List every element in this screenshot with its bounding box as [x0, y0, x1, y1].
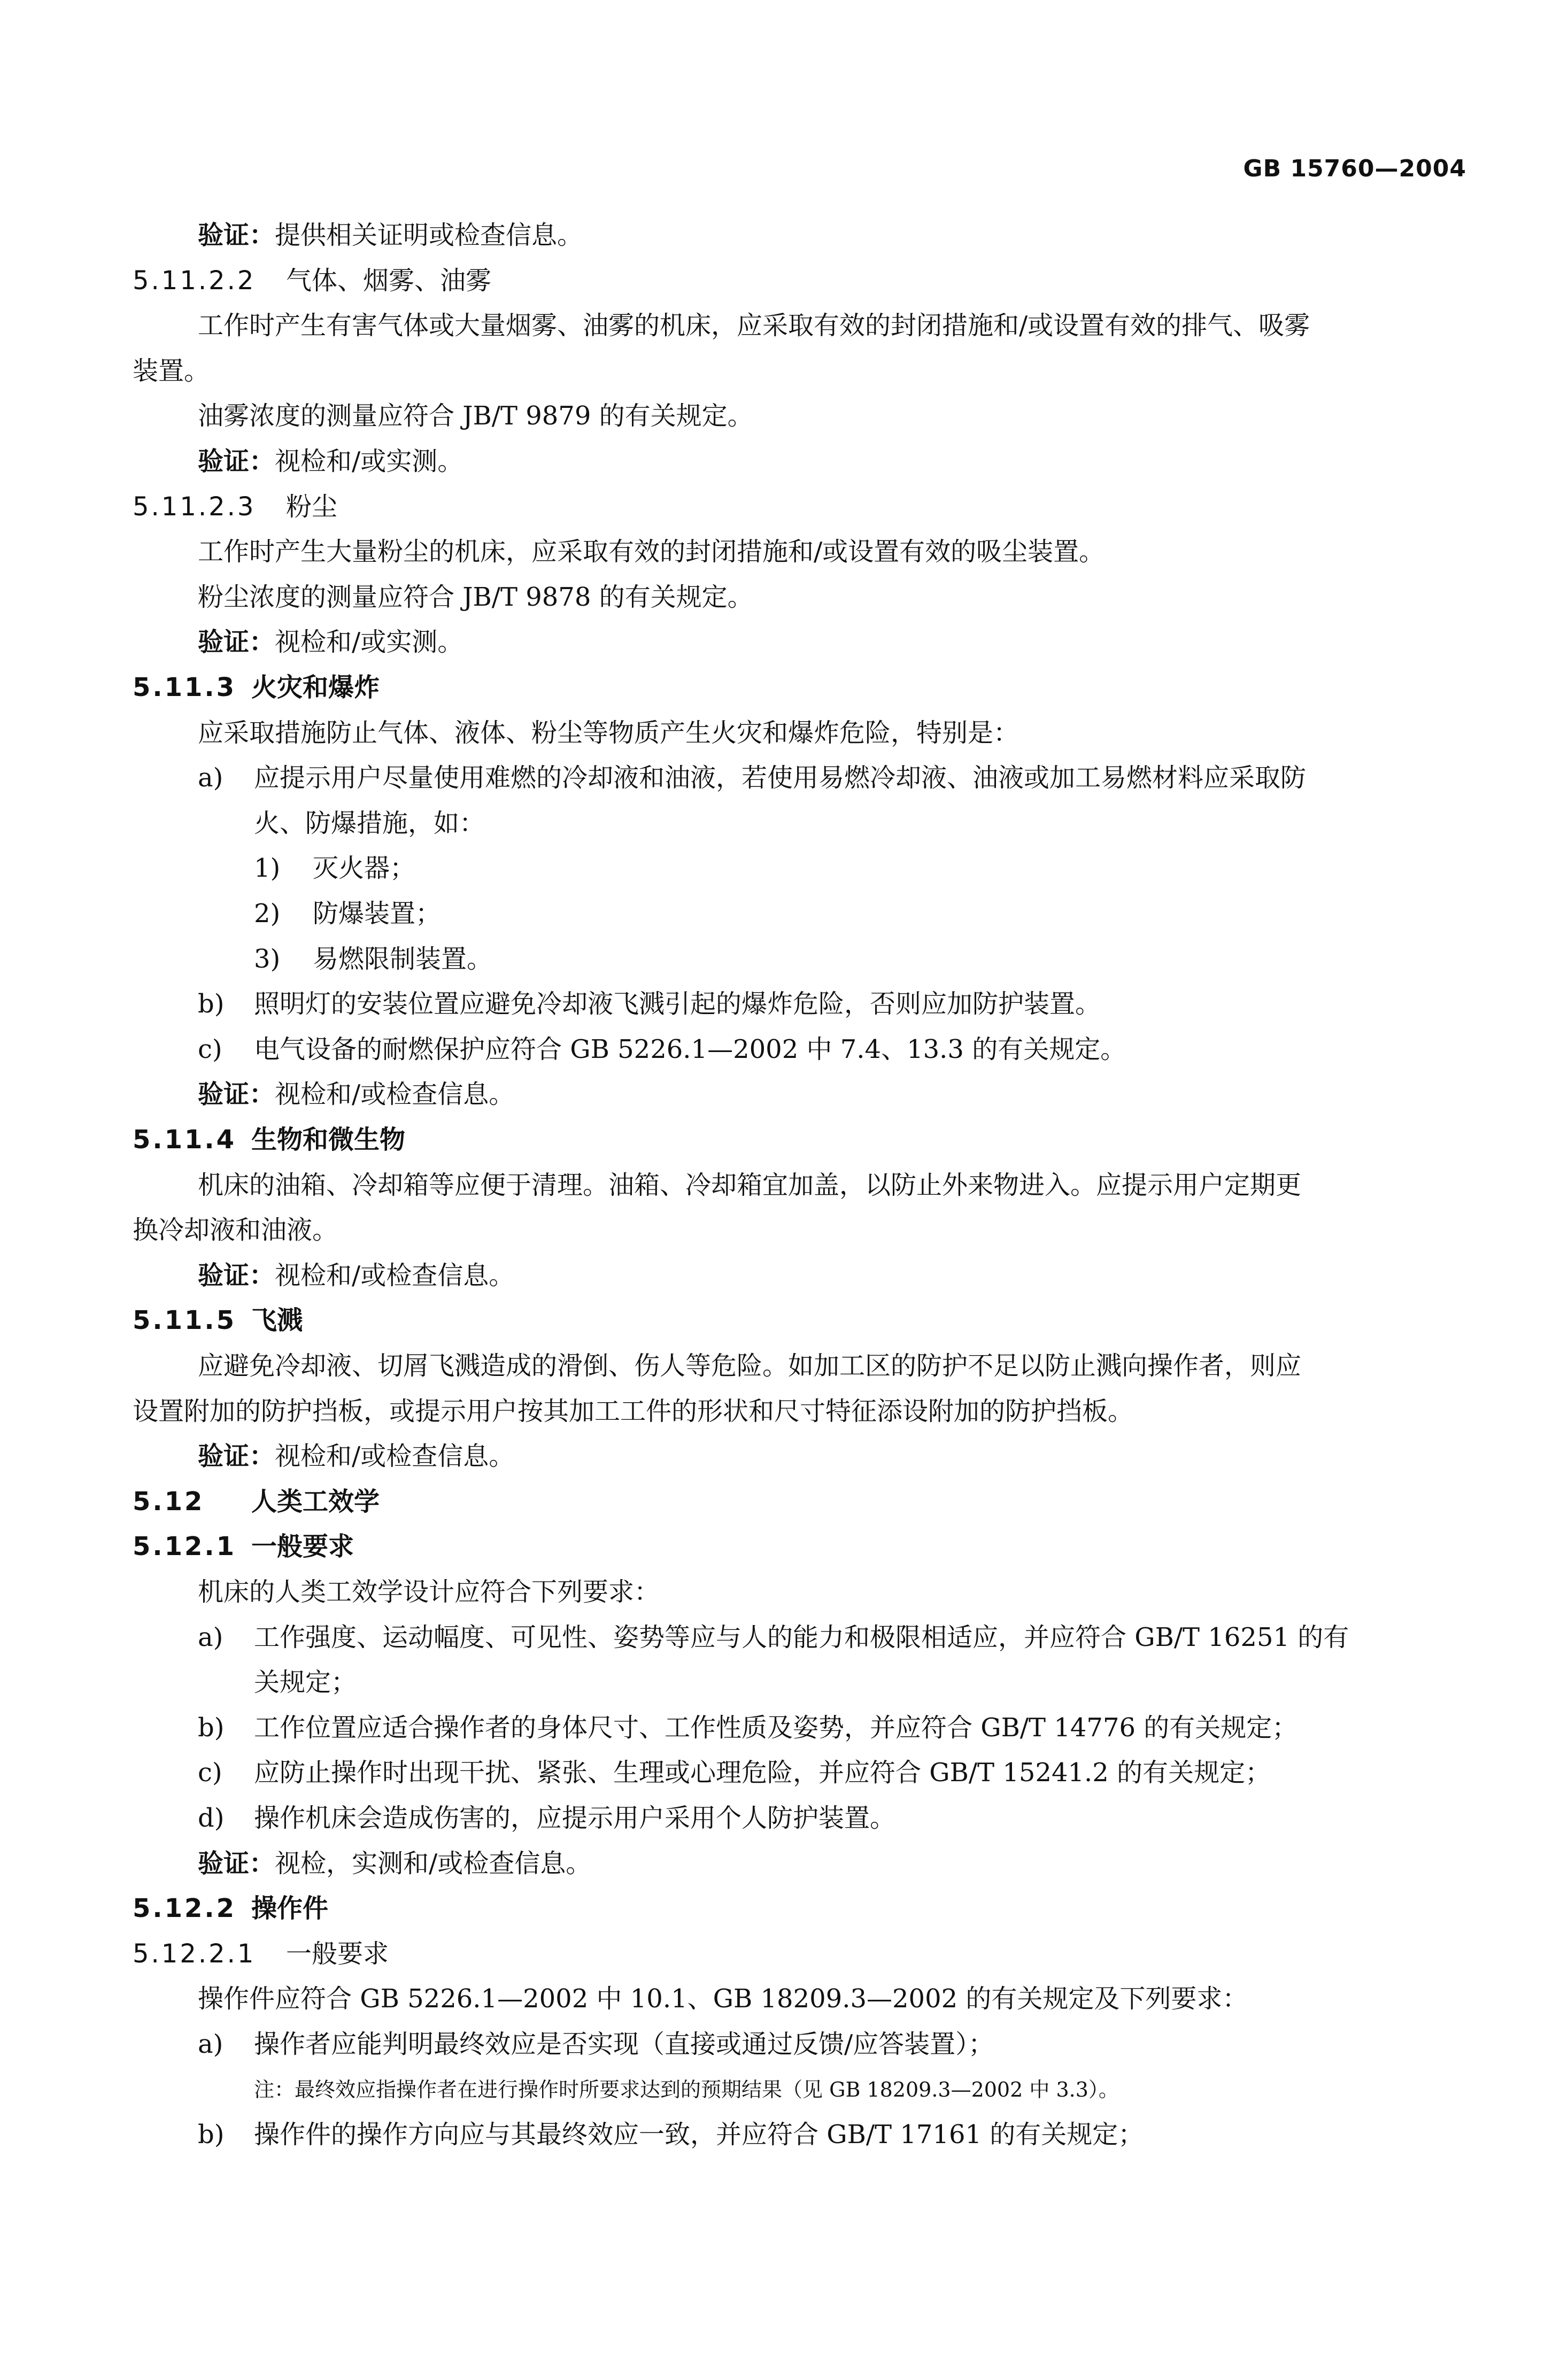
- verification-text: 视检和/或检查信息。: [275, 1261, 515, 1290]
- list-item-text: 灭火器；: [313, 853, 416, 883]
- clause-title: 一般要求: [251, 1532, 354, 1561]
- verification-line: [198, 1847, 591, 1880]
- note-line: [254, 2074, 1119, 2106]
- list-marker: b): [198, 989, 225, 1019]
- verification-label: 验证：: [198, 627, 275, 657]
- list-marker: b): [198, 2120, 225, 2150]
- clause-number: 5.11.2.2: [133, 266, 256, 296]
- verification-line: [198, 445, 463, 477]
- paragraph-line: [198, 536, 1104, 568]
- verification-line: [198, 1078, 514, 1110]
- paragraph-text: 设置附加的防护挡板，或提示用户按其加工工件的形状和尺寸特征添设附加的防护挡板。: [133, 1396, 1134, 1426]
- paragraph-text: 工作时产生大量粉尘的机床，应采取有效的封闭措施和/或设置有效的吸尘装置。: [198, 537, 1105, 567]
- section-heading: [133, 1304, 303, 1336]
- section-heading: [133, 1486, 380, 1518]
- verification-text: 视检和/或实测。: [275, 446, 464, 476]
- list-marker: a): [198, 1622, 223, 1652]
- section-heading: [133, 1124, 406, 1156]
- list-item: [198, 1621, 1349, 1653]
- paragraph-text: 应采取措施防止气体、液体、粉尘等物质产生火灾和爆炸危险，特别是：: [198, 718, 1019, 748]
- clause-number: 5.12: [133, 1487, 205, 1517]
- list-marker: a): [198, 2029, 223, 2059]
- section-heading: [133, 1892, 329, 1924]
- list-marker: d): [198, 1803, 225, 1833]
- list-item: [198, 1802, 896, 1834]
- verification-label: 验证：: [198, 1849, 275, 1878]
- verification-text: 视检和/或检查信息。: [275, 1079, 515, 1109]
- paragraph-line: [198, 310, 1310, 342]
- list-marker: 2): [254, 899, 281, 929]
- list-marker: c): [198, 1758, 222, 1788]
- continuation-line: [133, 1395, 1133, 1427]
- clause-title: 操作件: [251, 1893, 329, 1923]
- paragraph-text: 机床的油箱、冷却箱等应便于清理。油箱、冷却箱宜加盖，以防止外来物进入。应提示用户定期更: [198, 1170, 1302, 1200]
- list-item: [198, 2028, 994, 2060]
- list-item-text: 易燃限制装置。: [313, 944, 493, 974]
- continuation-line: [254, 1666, 357, 1698]
- list-item: [198, 988, 1101, 1020]
- list-item: [198, 1712, 1298, 1744]
- clause-heading: [133, 491, 338, 523]
- paragraph-text: 应避免冷却液、切屑飞溅造成的滑倒、伤人等危险。如加工区的防护不足以防止溅向操作者，则应: [198, 1351, 1302, 1381]
- paragraph-line: [198, 1169, 1301, 1201]
- paragraph-text: 工作时产生有害气体或大量烟雾、油雾的机床，应采取有效的封闭措施和/或设置有效的排气、吸雾: [198, 311, 1310, 341]
- verification-label: 验证：: [198, 1441, 275, 1471]
- list-item: [198, 762, 1307, 794]
- sub-list-item: [254, 943, 493, 975]
- paragraph-line: [198, 1350, 1301, 1382]
- clause-title: 飞溅: [251, 1305, 303, 1335]
- clause-title: 火灾和爆炸: [251, 672, 380, 702]
- list-item-text: 操作件的操作方向应与其最终效应一致，并应符合 GB/T 17161 的有关规定；: [254, 2120, 1144, 2150]
- list-item-text: 操作机床会造成伤害的，应提示用户采用个人防护装置。: [254, 1803, 896, 1833]
- clause-number: 5.12.2: [133, 1893, 237, 1923]
- clause-title: 生物和微生物: [251, 1125, 406, 1155]
- clause-number: 5.11.4: [133, 1125, 237, 1155]
- list-item: [198, 1757, 1271, 1789]
- paragraph-text: 操作件应符合 GB 5226.1—2002 中 10.1、GB 18209.3—2002 的有关规定及下列要求：: [198, 1984, 1248, 2014]
- clause-number: 5.12.2.1: [133, 1939, 256, 1969]
- clause-number: 5.11.5: [133, 1305, 237, 1335]
- verification-text: 视检，实测和/或检查信息。: [275, 1849, 592, 1878]
- list-item: [198, 2119, 1144, 2151]
- list-marker: 1): [254, 853, 281, 883]
- paragraph-text: 油雾浓度的测量应符合 JB/T 9879 的有关规定。: [198, 401, 753, 431]
- continuation-line: [133, 355, 210, 387]
- list-item-text: 电气设备的耐燃保护应符合 GB 5226.1—2002 中 7.4、13.3 的有关规定。: [254, 1034, 1126, 1064]
- clause-heading: [133, 265, 492, 297]
- verification-line: [198, 626, 463, 658]
- clause-heading: [133, 1938, 389, 1970]
- list-marker: c): [198, 1034, 222, 1064]
- verification-label: 验证：: [198, 1261, 275, 1290]
- list-item-text: 工作强度、运动幅度、可见性、姿势等应与人的能力和极限相适应，并应符合 GB/T 16251 的有: [254, 1622, 1349, 1652]
- paragraph-line: [198, 400, 753, 432]
- list-marker: 3): [254, 944, 281, 974]
- verification-label: 验证：: [198, 446, 275, 476]
- paragraph-text: 粉尘浓度的测量应符合 JB/T 9878 的有关规定。: [198, 582, 753, 612]
- list-item-text: 应防止操作时出现干扰、紧张、生理或心理危险，并应符合 GB/T 15241.2 的有关规定；: [254, 1758, 1271, 1788]
- paragraph-line: [198, 1983, 1248, 2015]
- clause-number: 5.11.2.3: [133, 492, 256, 522]
- sub-list-item: [254, 898, 442, 930]
- list-item-text: 操作者应能判明最终效应是否实现（直接或通过反馈/应答装置）；: [254, 2029, 994, 2059]
- list-item-text: 照明灯的安装位置应避免冷却液飞溅引起的爆炸危险，否则应加防护装置。: [254, 989, 1101, 1019]
- clause-number: 5.12.1: [133, 1532, 237, 1561]
- verification-label: 验证：: [198, 220, 275, 250]
- paragraph-text: 机床的人类工效学设计应符合下列要求：: [198, 1577, 660, 1607]
- list-item-text: 应提示用户尽量使用难燃的冷却液和油液，若使用易燃冷却液、油液或加工易燃材料应采取防: [254, 763, 1307, 793]
- clause-title: 人类工效学: [251, 1487, 380, 1517]
- paragraph-line: [198, 581, 753, 613]
- list-item-text: 防爆装置；: [313, 899, 442, 929]
- verification-label: 验证：: [198, 1079, 275, 1109]
- document-code: GB 15760—2004: [1243, 155, 1466, 182]
- note-text: 注：最终效应指操作者在进行操作时所要求达到的预期结果（见 GB 18209.3—2002 中 3.3）。: [254, 2078, 1119, 2101]
- verification-text: 视检和/或实测。: [275, 627, 464, 657]
- list-marker: a): [198, 763, 223, 793]
- continuation-line: [254, 807, 485, 839]
- paragraph-text: 关规定；: [254, 1667, 357, 1697]
- verification-text: 提供相关证明或检查信息。: [275, 220, 583, 250]
- paragraph-line: [198, 1576, 660, 1608]
- list-marker: b): [198, 1713, 225, 1743]
- paragraph-line: [198, 717, 1019, 749]
- clause-number: 5.11.3: [133, 672, 237, 702]
- section-heading: [133, 671, 380, 703]
- continuation-line: [133, 1214, 338, 1246]
- list-item-text: 工作位置应适合操作者的身体尺寸、工作性质及姿势，并应符合 GB/T 14776 的有关规定；: [254, 1713, 1298, 1743]
- clause-title: 气体、烟雾、油雾: [286, 266, 492, 296]
- paragraph-text: 换冷却液和油液。: [133, 1215, 338, 1245]
- verification-line: [198, 219, 583, 251]
- list-item: [198, 1033, 1126, 1065]
- verification-line: [198, 1440, 514, 1472]
- clause-title: 粉尘: [286, 492, 338, 522]
- sub-list-item: [254, 852, 416, 884]
- paragraph-text: 火、防爆措施，如：: [254, 808, 485, 838]
- clause-title: 一般要求: [286, 1939, 389, 1969]
- verification-line: [198, 1259, 514, 1292]
- paragraph-text: 装置。: [133, 356, 210, 386]
- section-heading: [133, 1530, 354, 1563]
- verification-text: 视检和/或检查信息。: [275, 1441, 515, 1471]
